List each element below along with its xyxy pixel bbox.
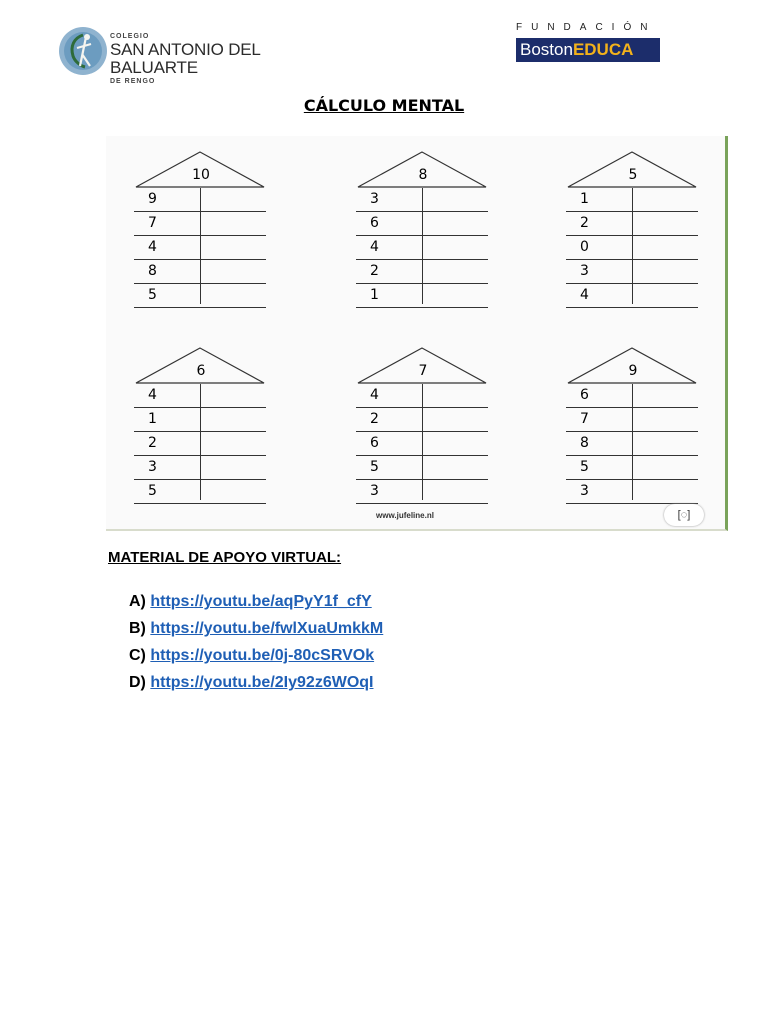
answer-blank[interactable] (200, 284, 266, 307)
support-heading: MATERIAL DE APOYO VIRTUAL: (108, 549, 342, 566)
answer-blank[interactable] (632, 480, 698, 503)
answer-blank[interactable] (200, 432, 266, 455)
house-divider (632, 188, 633, 304)
answer-blank[interactable] (632, 408, 698, 431)
list-item (129, 588, 383, 615)
house-row-number: 4 (148, 387, 157, 403)
video-link[interactable]: https://youtu.be/2Iy92z6WOqI (150, 674, 374, 691)
house-row-number: 7 (580, 411, 589, 427)
house-row-number: 3 (370, 191, 379, 207)
answer-blank[interactable] (422, 212, 488, 235)
answer-blank[interactable] (422, 236, 488, 259)
answer-blank[interactable] (632, 260, 698, 283)
house-row-number: 6 (580, 387, 589, 403)
answer-blank[interactable] (200, 384, 266, 407)
answer-blank[interactable] (422, 480, 488, 503)
video-link[interactable]: https://youtu.be/fwlXuaUmkkM (150, 620, 384, 637)
answer-blank[interactable] (422, 284, 488, 307)
house-row-number: 8 (580, 435, 589, 451)
house-row-number: 6 (370, 215, 379, 231)
link-letter: A) (129, 593, 146, 610)
answer-blank[interactable] (632, 432, 698, 455)
answer-blank[interactable] (422, 456, 488, 479)
answer-blank[interactable] (200, 236, 266, 259)
house-row-number: 3 (580, 483, 589, 499)
house-row-number: 4 (148, 239, 157, 255)
answer-blank[interactable] (422, 384, 488, 407)
answer-blank[interactable] (422, 188, 488, 211)
house-divider (422, 384, 423, 500)
house-row-number: 2 (148, 435, 157, 451)
answer-blank[interactable] (632, 212, 698, 235)
house-row-number: 3 (580, 263, 589, 279)
house-row-number: 5 (148, 287, 157, 303)
answer-blank[interactable] (422, 260, 488, 283)
house-row-number: 5 (148, 483, 157, 499)
fundacion-brand-box (516, 38, 660, 62)
fundacion-title: FUNDACIÓN (516, 22, 657, 33)
house-row-number: 1 (370, 287, 379, 303)
answer-blank[interactable] (632, 188, 698, 211)
support-links-list (129, 588, 383, 696)
house-row-number: 4 (580, 287, 589, 303)
house-row-number: 2 (370, 411, 379, 427)
house-row-number: 6 (370, 435, 379, 451)
fundacion-logo (516, 22, 661, 62)
house-row-number: 0 (580, 239, 589, 255)
video-link[interactable]: https://youtu.be/0j-80cSRVOk (150, 647, 375, 664)
link-letter: D) (129, 674, 146, 691)
answer-blank[interactable] (422, 408, 488, 431)
answer-blank[interactable] (632, 456, 698, 479)
house-row-number: 5 (370, 459, 379, 475)
house-row-number: 2 (580, 215, 589, 231)
house-divider (422, 188, 423, 304)
answer-blank[interactable] (200, 212, 266, 235)
school-name: SAN ANTONIO DEL BALUARTE (110, 40, 261, 77)
house-row-number: 8 (148, 263, 157, 279)
house-top-number: 7 (418, 363, 428, 379)
school-logo (58, 26, 348, 85)
house-divider (200, 384, 201, 500)
house-row-number: 1 (580, 191, 589, 207)
answer-blank[interactable] (200, 188, 266, 211)
image-search-icon[interactable]: [◌] (664, 504, 704, 526)
worksheet-source-url: www.jufeline.nl (376, 511, 434, 520)
fundacion-brand-boston: Boston (520, 40, 573, 59)
house-row-number: 4 (370, 387, 379, 403)
answer-blank[interactable] (632, 236, 698, 259)
list-item (129, 669, 383, 696)
mental-math-worksheet (106, 136, 728, 531)
link-letter: C) (129, 647, 146, 664)
list-item (129, 615, 383, 642)
answer-blank[interactable] (200, 260, 266, 283)
answer-blank[interactable] (632, 284, 698, 307)
house-divider (632, 384, 633, 500)
answer-blank[interactable] (632, 384, 698, 407)
house-row-number: 5 (580, 459, 589, 475)
school-label-top: COLEGIO (110, 33, 150, 40)
house-row-number: 1 (148, 411, 157, 427)
house-row-number: 3 (370, 483, 379, 499)
answer-blank[interactable] (200, 456, 266, 479)
page-header (0, 0, 768, 90)
house-row-number: 4 (370, 239, 379, 255)
house-row-number: 9 (148, 191, 157, 207)
house-top-number: 9 (628, 363, 638, 379)
answer-blank[interactable] (422, 432, 488, 455)
video-link[interactable]: https://youtu.be/aqPyY1f_cfY (150, 593, 372, 610)
list-item (129, 642, 383, 669)
answer-blank[interactable] (200, 408, 266, 431)
house-top-number: 5 (628, 167, 638, 183)
house-row-number: 2 (370, 263, 379, 279)
house-top-number: 8 (418, 167, 428, 183)
house-divider (200, 188, 201, 304)
house-row-number: 7 (148, 215, 157, 231)
answer-blank[interactable] (200, 480, 266, 503)
house-row-number: 3 (148, 459, 157, 475)
house-top-number: 6 (196, 363, 206, 379)
link-letter: B) (129, 620, 146, 637)
school-emblem-icon (58, 26, 108, 76)
page-title: CÁLCULO MENTAL (303, 96, 465, 115)
house-top-number: 10 (192, 167, 210, 183)
fundacion-brand-educa: EDUCA (572, 40, 634, 59)
school-label-bottom: DE RENGO (110, 78, 156, 85)
